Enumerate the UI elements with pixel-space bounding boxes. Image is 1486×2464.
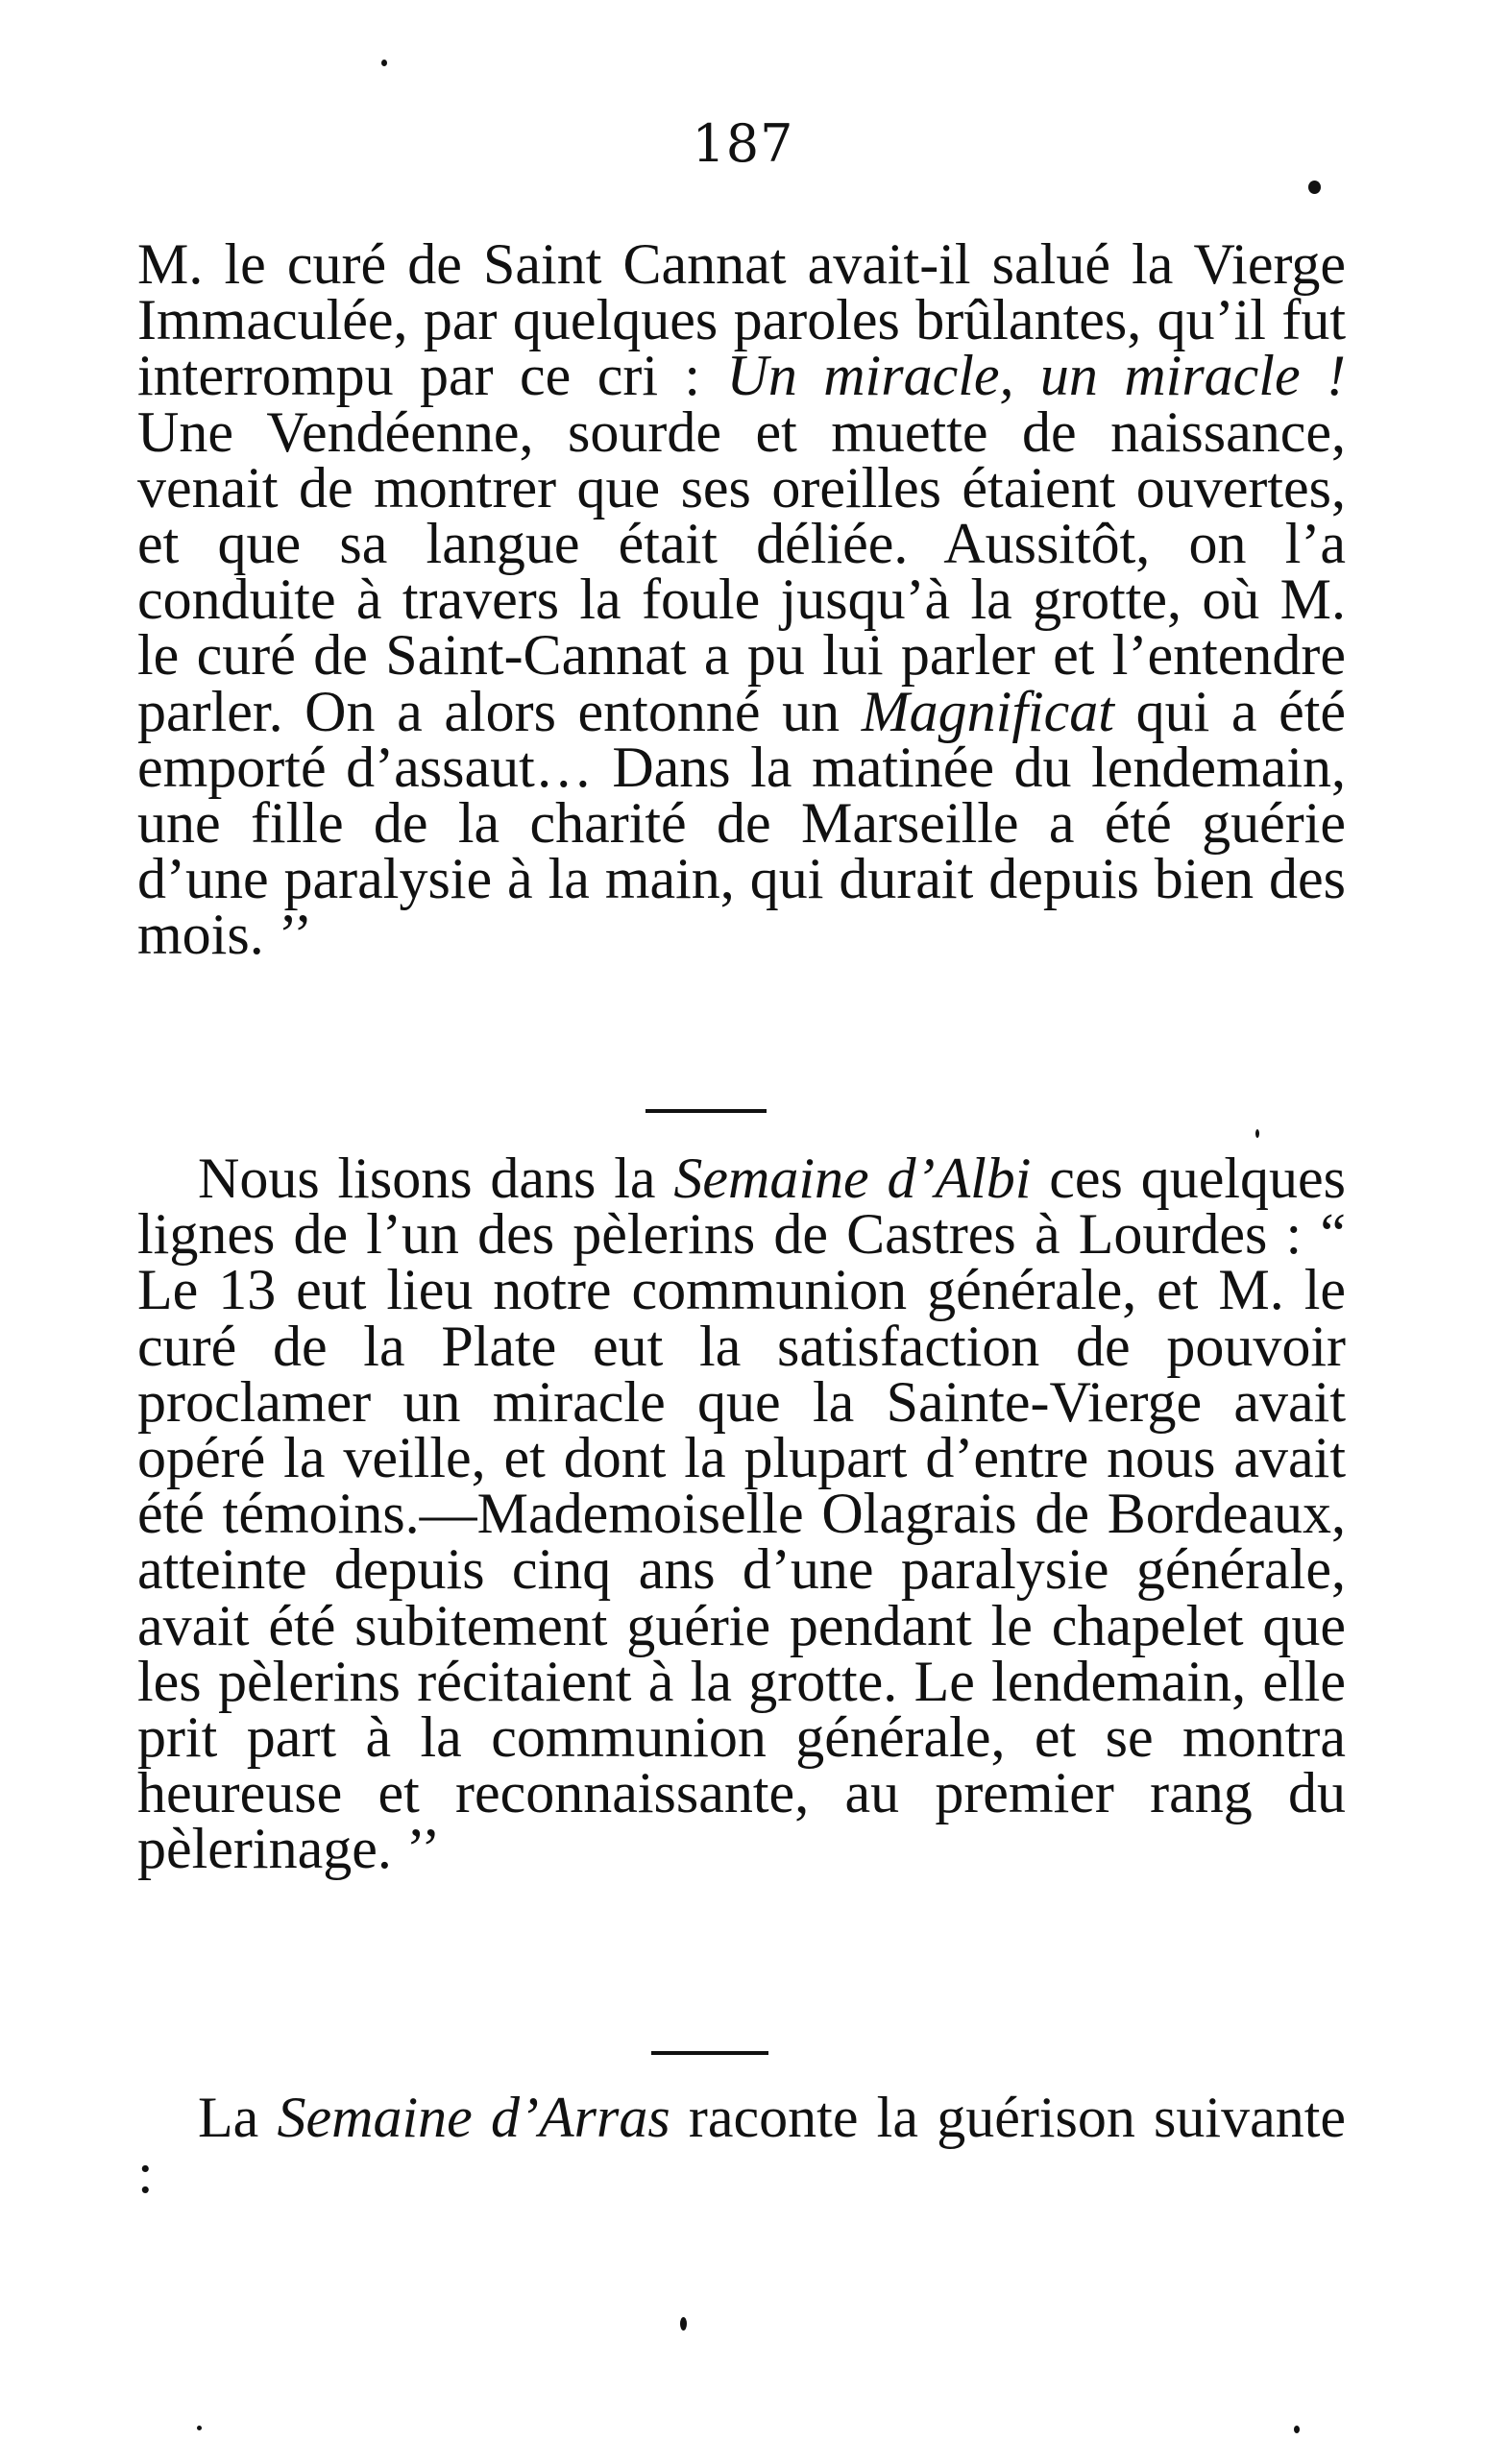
italic-text-segment: Semaine d’Arras	[277, 2086, 670, 2149]
paragraph-text	[137, 2086, 1346, 2206]
text-segment: La	[198, 2086, 278, 2149]
text-segment: Une Vendéenne, sourde et muette de naissance, venait de montrer que ses oreilles étaient ouvertes, et que sa langue était déliée. Aussitôt, on l’a conduite à travers la foule jusqu’à la grotte, où M. le curé de Saint-Cannat a pu lui parler et l’entendre parler. On a alors entonné un	[137, 399, 1346, 743]
section-divider	[646, 1109, 767, 1113]
text-segment: qui a été emporté d’assaut… Dans la matinée du lendemain, une fille de la charité de Marseille a été guérie d’une paralysie à la main, qui durait depuis bien des mois. ’’	[137, 679, 1347, 967]
scan-speck	[197, 2426, 202, 2430]
text-segment: M. le curé de Saint Cannat avait-il salué la Vierge Immaculée, par quelques paroles brûlantes, qu’il fut interrompu par ce cri :	[137, 232, 1346, 408]
paragraph-text	[137, 232, 1347, 967]
section-divider	[651, 2051, 768, 2055]
page-number: 187	[692, 113, 794, 174]
scan-speck	[680, 2317, 687, 2331]
paragraph-miracle-saint-cannat	[137, 232, 1347, 967]
paragraph-text	[137, 1147, 1347, 1881]
paragraph-semaine-arras	[137, 2086, 1346, 2206]
text-segment: raconte la guérison suivante :	[137, 2086, 1346, 2206]
italic-text-segment: Semaine d’Albi	[673, 1147, 1032, 1210]
italic-text-segment: Magnificat	[861, 679, 1114, 743]
text-segment: Nous lisons dans la	[198, 1147, 674, 1210]
scan-speck	[381, 60, 387, 66]
paragraph-semaine-albi	[137, 1147, 1347, 1881]
italic-text-segment: Un miracle, un miracle !	[726, 344, 1346, 408]
scan-speck	[1294, 2426, 1300, 2433]
scan-speck	[1255, 1129, 1259, 1138]
scan-speck	[1308, 181, 1321, 194]
text-segment: ces quelques lignes de l’un des pèlerins de Castres à Lourdes : “ Le 13 eut lieu notre communion générale, et M. le curé de la Plate eut la satisfaction de pouvoir proclamer un miracle que la Sainte-Vierge avait opéré la veille, et dont la plupart d’entre nous avait été témoins.—Mademoiselle Olagrais de Bordeaux, atteinte depuis cinq ans d’une paralysie générale, avait été subitement guérie pendant le chapelet que les pèlerins récitaient à la grotte. Le lendemain, elle prit part à la communion générale, et se montra heureuse et reconnaissante, au premier rang du pèlerinage. ’’	[137, 1147, 1347, 1881]
